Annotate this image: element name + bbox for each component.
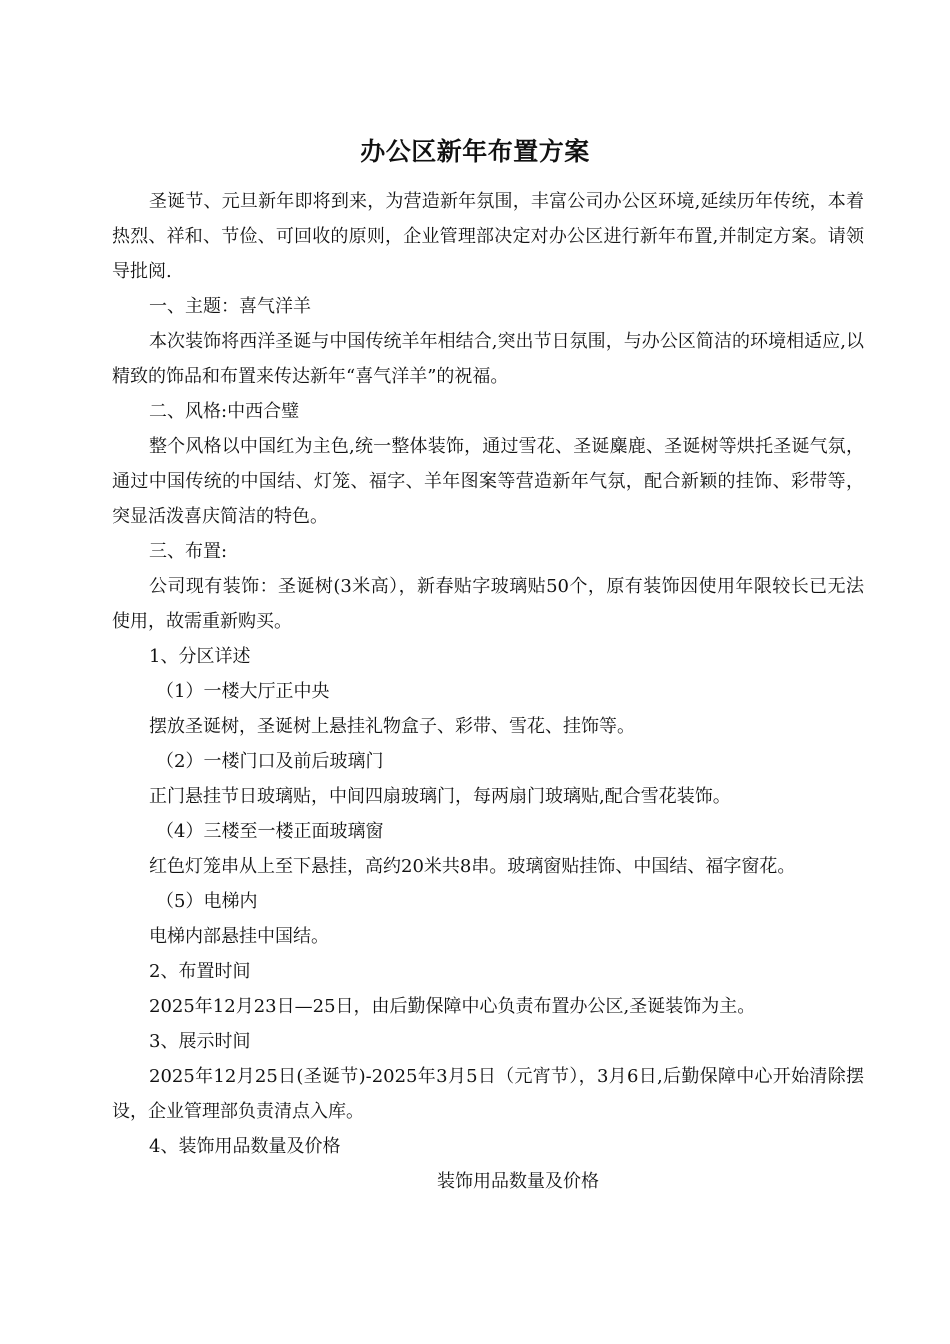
paragraph: 4、装饰用品数量及价格 <box>149 1136 341 1157</box>
paragraph: 一、主题：喜气洋羊 <box>149 296 311 317</box>
section-subheading: （4）三楼至一楼正面玻璃窗 <box>156 821 384 842</box>
document-title: 办公区新年布置方案 <box>360 137 590 166</box>
paragraph: 公司现有装饰：圣诞树(3米高），新春贴字玻璃贴50个，原有装饰因使用年限较长已无法使用，故需重新购买。 <box>112 576 864 632</box>
paragraph: 1、分区详述 <box>149 646 251 667</box>
table-caption: 装饰用品数量及价格 <box>437 1171 599 1192</box>
paragraph: 摆放圣诞树，圣诞树上悬挂礼物盒子、彩带、雪花、挂饰等。 <box>149 716 635 737</box>
section-subheading: （5）电梯内 <box>156 891 258 912</box>
paragraph: 红色灯笼串从上至下悬挂，高约20米共8串。玻璃窗贴挂饰、中国结、福字窗花。 <box>149 856 796 877</box>
document-body <box>112 184 864 1199</box>
paragraph: 正门悬挂节日玻璃贴，中间四扇玻璃门，每两扇门玻璃贴,配合雪花装饰。 <box>149 786 731 807</box>
paragraph: 三、布置: <box>149 541 228 562</box>
paragraph: 本次装饰将西洋圣诞与中国传统羊年相结合,突出节日氛围，与办公区简洁的环境相适应,以精致的饰品和布置来传达新年“喜气洋羊”的祝福。 <box>112 331 864 387</box>
paragraph: 圣诞节、元旦新年即将到来，为营造新年氛围，丰富公司办公区环境,延续历年传统，本着热烈、祥和、节俭、可回收的原则，企业管理部决定对办公区进行新年布置,并制定方案。请领导批阅. <box>112 191 864 282</box>
section-subheading: （2）一楼门口及前后玻璃门 <box>156 751 384 772</box>
paragraph: 二、风格:中西合璧 <box>149 401 300 422</box>
paragraph: 2、布置时间 <box>149 961 251 982</box>
paragraph: 3、展示时间 <box>149 1031 251 1052</box>
section-subheading: （1）一楼大厅正中央 <box>156 681 330 702</box>
paragraph: 2025年12月23日—25日，由后勤保障中心负责布置办公区,圣诞装饰为主。 <box>149 996 756 1017</box>
paragraph: 电梯内部悬挂中国结。 <box>149 926 329 947</box>
paragraph: 2025年12月25日(圣诞节)-2025年3月5日（元宵节），3月6日,后勤保障中心开始清除摆设，企业管理部负责清点入库。 <box>112 1066 864 1122</box>
paragraph: 整个风格以中国红为主色,统一整体装饰，通过雪花、圣诞麋鹿、圣诞树等烘托圣诞气氛，通过中国传统的中国结、灯笼、福字、羊年图案等营造新年气氛，配合新颖的挂饰、彩带等，突显活泼喜庆简洁的特色。 <box>112 436 864 527</box>
